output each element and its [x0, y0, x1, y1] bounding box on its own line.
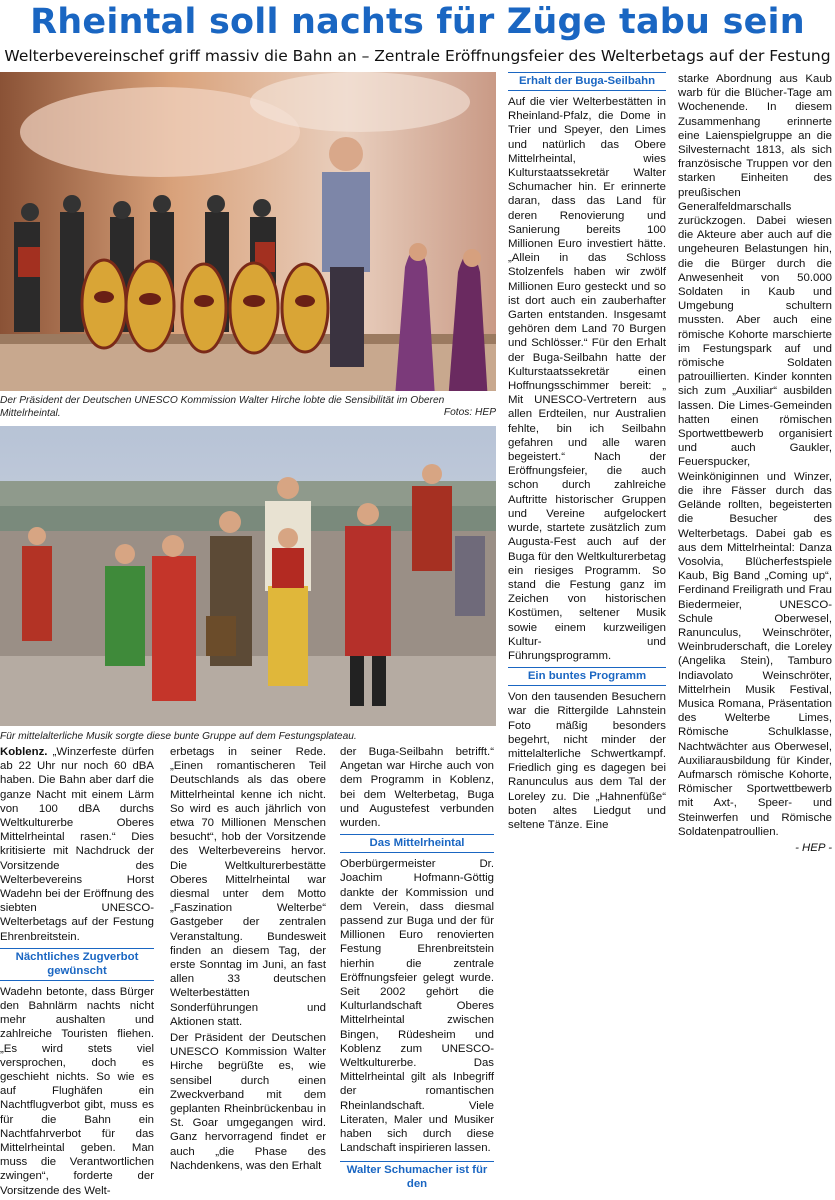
body-column-1	[0, 745, 154, 1200]
subheading: Walter Schumacher ist für den	[340, 1161, 494, 1193]
author-signoff: - HEP -	[795, 841, 832, 854]
body-paragraph: der Buga-Seilbahn betrifft.“ Angetan war Hirche auch von dem Programm in Koblenz, bei dem Welterbetag, Buga und Augustefest verbunden wurden.	[340, 746, 494, 830]
body-paragraph: Wadehn betonte, dass Bürger den Bahnlärm nachts nicht mehr aushalten und zahlreiche Touristen fliehen. „Es wird stets viel versprochen, doch es geschieht nichts. So wie es auf Flughäfen ein Nachtflugverbot gibt, muss es für die Bahn ein Nachtfahrverbot für das Mittelrheintal geben. Man muss die Verantwortlichen zwingen“, forderte der Vorsitzende des Welt-	[0, 985, 154, 1197]
stage-photo-caption: Der Präsident der Deutschen UNESCO Kommission Walter Hirche lobte die Sensibilität im Oberen Mittelrheintal.	[0, 395, 445, 419]
music-group-photo-caption: Für mittelalterliche Musik sorgte diese bunte Gruppe auf dem Festungsplateau.	[0, 731, 357, 742]
headline: Rheintal soll nachts für Züge tabu sein	[30, 2, 805, 42]
lead-text: „Winzerfeste dürfen ab 22 Uhr nur noch 60 dBA haben. Die Bahn aber darf die ganze Nacht mit einem Lärm von 100 dBA durchs Weltkulturerbe Oberes Mittelrheintal rasen.“ Dies kritisierte mit Nachdruck der Vorsitzende des Welterbevereins Horst Wadehn bei der Eröffnung des siebten UNESCO-Welterbetags auf der Festung Ehrenbreitstein.	[0, 746, 154, 943]
body-paragraph: starke Abordnung aus Kaub warb für die Blücher-Tage am Wochenende. In diesem Zusammenhang erinnerte eine Laienspielgruppe an die Silvesternacht 1813, als sich französische Truppen vor den starken Einheiten des preußischen Generalfeldmarschalls zurückzogen. Dabei wiesen die Akteure aber auch auf die ungeheuren Belastungen hin, die die Bürger durch die Anwesenheit von 50.000 Soldaten in Kaub und Umgebung schultern mussten. Aber auch eine römische Kohorte marschierte im Festungspark auf und römische Soldaten patrouillierten. Kinder konnten sich zum „Auxiliar“ ausbilden lassen. Die Limes-Gemeinden hatten einen römischen Sportwettbewerb organisiert und auch Gaukler, Feuerspucker, Weinköniginnen und Winzer, die ihre Fässer durch das Gelände rollten, begeisterten die Besucher des Welterbetags. Dabei gab es aus dem Mittelrheintal: Danza Vosolvia, Blücherfestspiele Kaub, Big Band „Coming up“, Ferdinand Freiligrath und Frau Biedermeier, UNESCO-Schule Oberwesel, Ranunculus, Weinschröter, Weinbruderschaft, die Loreley (Angelika Stein), Tamburo Indiavolato Weinschröter, Mittelrhein Musik Festival, Musica Romana, Präsentation des Welterbe Limes, Römische Schulklasse, Nachtwächter aus Oberwesel, Auxiliarausbildung für Kinder, Aufmarsch römische Kohorte, Römischer Sportwettbewerb mit Axt-, Speer- und Steinwerfen und Römische Soldatenpatroullien.	[678, 73, 832, 838]
body-column-2	[170, 745, 326, 1175]
subheadline: Welterbevereinschef griff massiv die Bahn an – Zentrale Eröffnungsfeier des Welterbetags auf der Festung	[4, 47, 831, 65]
body-column-3	[340, 745, 494, 1197]
body-paragraph: Der Präsident der Deutschen UNESCO Kommission Walter Hirche begrüßte es, wie sensibel durch einen Zweckverband mit dem geplanten Rheinbrückenbau in St. Goar umgegangen wird. Ganz hervorragend findet er auch „die Phase des Nachdenkens, was den Erhalt	[170, 1032, 326, 1172]
subheading: Erhalt der Buga-Seilbahn	[508, 72, 666, 91]
stage-photo	[0, 72, 496, 391]
lead-paragraph	[0, 745, 154, 944]
body-column-4	[508, 72, 666, 834]
dateline: Koblenz.	[0, 746, 48, 758]
body-paragraph: Von den tausenden Besuchern war die Rittergilde Lahnstein Foto mäßig besonders begehrt, nicht minder der mittelalterliche Schwertkampf. Friedlich ging es dagegen bei Ranunculus aus dem Tal der Loreley zu. Die „Hahnenfüße“ boten altes Liedgut und seltene Tänze. Eine	[508, 691, 666, 831]
music-group-photo	[0, 426, 496, 726]
subheading: Nächtliches Zugverbot gewünscht	[0, 948, 154, 981]
photo-credit: Fotos: HEP	[443, 407, 496, 418]
body-paragraph: erbetags in seiner Rede. „Einen romantischeren Teil Deutschlands als das obere Mittelrheintal kenne ich nicht. So wird es auch jährlich von etwa 70 Millionen Menschen besucht“, hob der Vorsitzende des Welterbevereins hervor. Die Weltkulturerbestätte Oberes Mittelrheintal war diesmal unter dem Motto „Faszination Welterbe“ Gastgeber der zentralen Veranstaltung. Bundesweit finden an diesem Tag, der erste Sonntag im Juni, an fast allen 33 deutschen Welterbestätten Sonderführungen und Aktionen statt.	[170, 746, 326, 1028]
body-paragraph: Auf die vier Welterbestätten in Rheinland-Pfalz, die Dome in Trier und Speyer, den Limes und natürlich das Obere Mittelrheintal, wies Kulturstaatssekretär Walter Schumacher hin. Er erinnerte daran, dass das Land für deren Renovierung und Sanierung bereits 100 Millionen Euro investiert hätte. „Allein in das Schloss Stolzenfels haben wir zwölf Millionen Euro gesteckt und so ist dort auch ein zauberhafter Garten entstanden. Insgesamt gehören dem Land 70 Burgen und Schlösser.“ Für den Erhalt der Buga-Seilbahn hatte der Kulturstaatssekretär einen Hoffnungsschimmer bereit: „ Mit UNESCO-Vertretern aus allen Erdteilen, nur Australien fehlte, bin ich Seilbahn gefahren und alle waren begeistert.“ Nach der Eröffnungsfeier, die auch schon durch zahlreiche Auftritte historischer Gruppen und Vereine aufgelockert wurde, startete zusätzlich zum Augusta-Fest auch auf der Buga für den Weltkulturerbetag ein riesiges Programm. So stand die Festung ganz im Zeichen von historischen Kostümen, seltener Musik sowie einem kurzweiligen Kultur- und Führungsprogramm.	[508, 96, 666, 662]
subheading: Das Mittelrheintal	[340, 834, 494, 853]
body-paragraph: Oberbürgermeister Dr. Joachim Hofmann-Göttig dankte der Kommission und dem Verein, dass diesmal passend zur Buga und der für Millionen Euro renovierten Festung Ehrenbreitstein hierhin die zentrale Eröffnungsfeier gelegt wurde. Seit 2002 gehört die Kulturlandschaft Oberes Mittelrheintal zwischen Bingen, Rüdesheim und Koblenz zum UNESCO-Weltkulturerbe. Das Mittelrheintal gilt als Inbegriff der romantischen Rheinlandschaft. Viele Literaten, Maler und Musiker haben sich durch diese Landschaft inspirieren lassen.	[340, 858, 494, 1155]
body-column-5	[678, 72, 832, 855]
subheading: Ein buntes Programm	[508, 667, 666, 686]
